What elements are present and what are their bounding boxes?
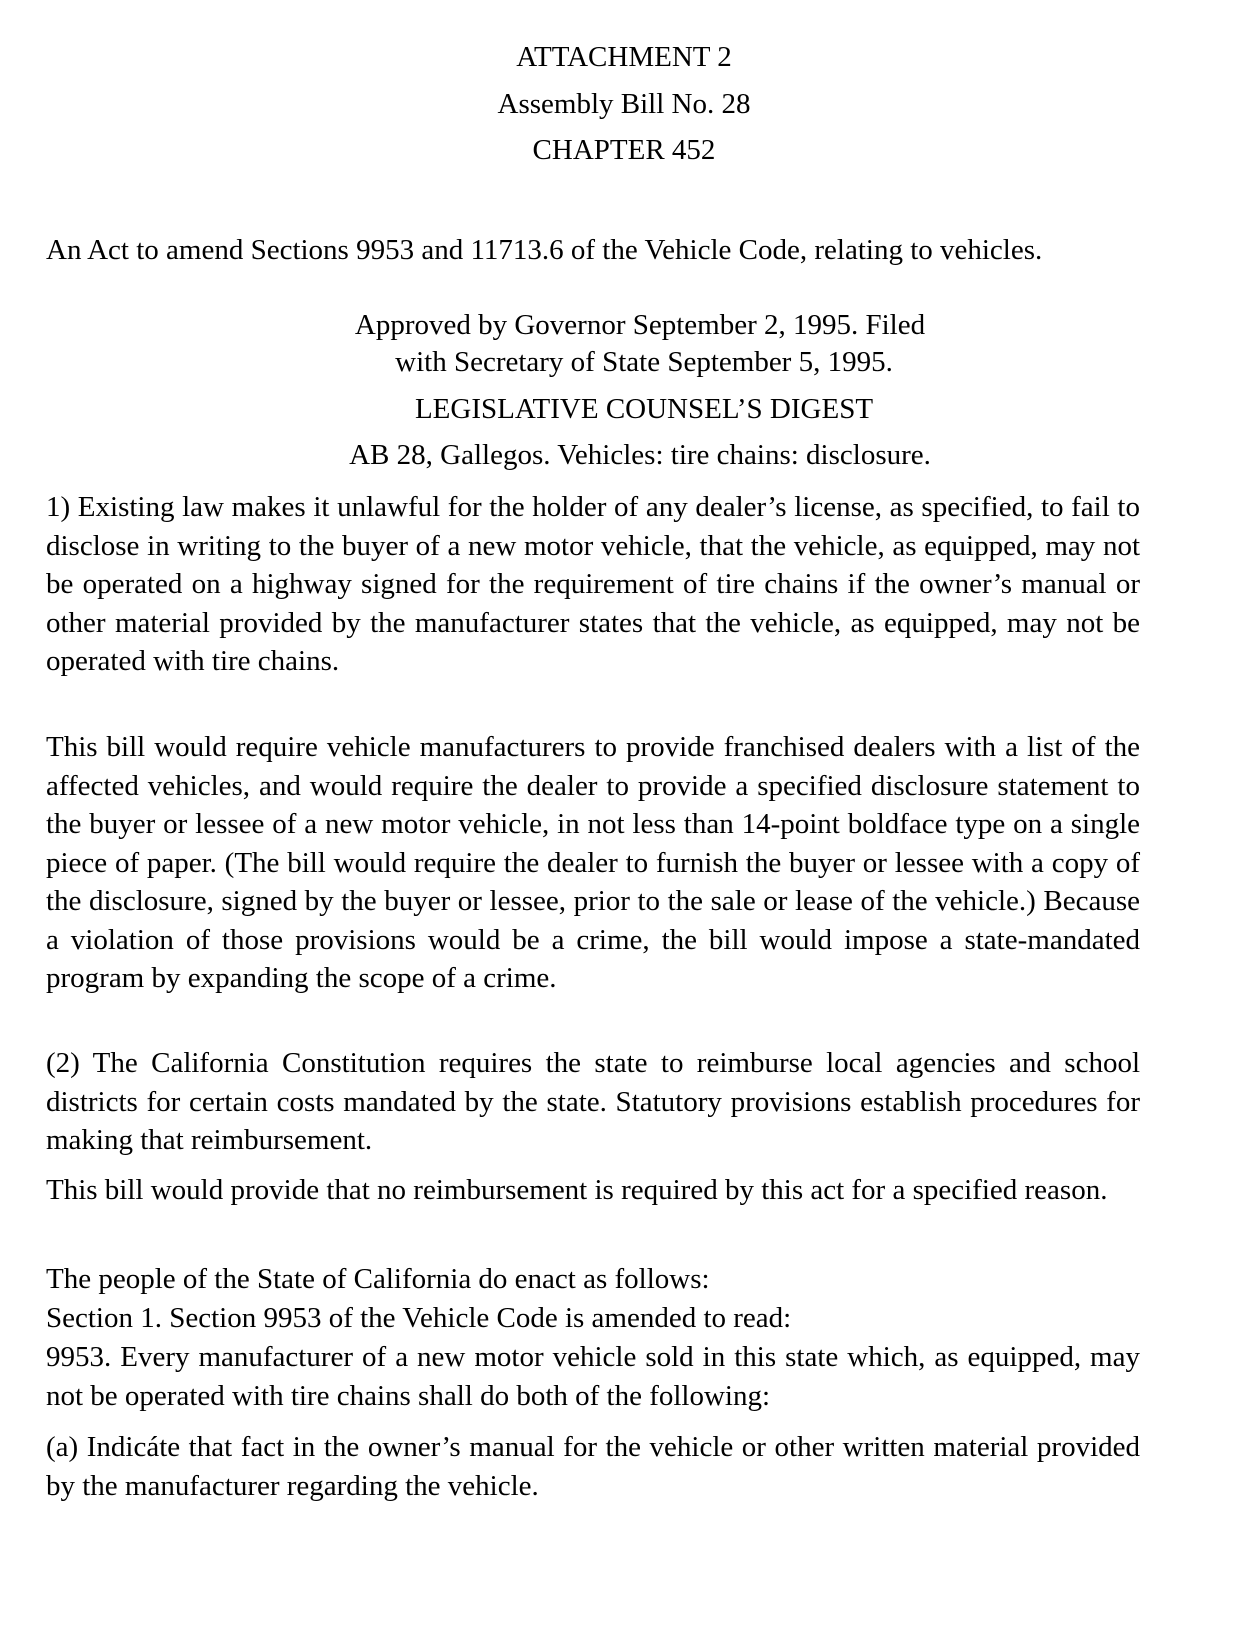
section-9953-text: 9953. Every manufacturer of a new motor vehicle sold in this state which, as equipped, may not be operated with tire chains shall do both of the following:: [46, 1341, 1140, 1412]
chapter-number: CHAPTER 452: [532, 134, 716, 166]
digest-paragraph-4: This bill would provide that no reimbursement is required by this act for a specified reason.: [46, 1174, 1108, 1206]
enacting-clause: The people of the State of California do enact as follows:: [46, 1263, 710, 1295]
digest-paragraph-1: 1) Existing law makes it unlawful for the holder of any dealer’s license, as specified, to fail to disclose in writing to the buyer of a new motor vehicle, that the vehicle, as equipped, may not be operated on a highway signed for the requirement of tire chains if the owner’s manual or other material provided by the manufacturer states that the vehicle, as equipped, may not be operated with tire chains.: [46, 491, 1140, 677]
approval-line-2: with Secretary of State September 5, 1995.: [395, 346, 893, 378]
digest-paragraph-2: This bill would require vehicle manufacturers to provide franchised dealers with a list of the affected vehicles, and would require the dealer to provide a specified disclosure statement to the buyer or lessee of a new motor vehicle, in not less than 14-point boldface type on a single piece of paper. (The bill would require the dealer to furnish the buyer or lessee with a copy of the disclosure, signed by the buyer or lessee, prior to the sale or lease of the vehicle.) Because a violation of those provisions would be a crime, the bill would impose a state-mandated program by expanding the scope of a crime.: [46, 731, 1140, 994]
approval-line-1: Approved by Governor September 2, 1995. Filed: [354, 309, 926, 341]
digest-paragraph-3: (2) The California Constitution requires the state to reimburse local agencies and school districts for certain costs mandated by the state. Statutory provisions establish procedures for making that reimbursement.: [46, 1047, 1140, 1156]
act-title: An Act to amend Sections 9953 and 11713.6 of the Vehicle Code, relating to vehicles.: [46, 234, 1043, 266]
digest-heading: LEGISLATIVE COUNSEL’S DIGEST: [414, 393, 874, 425]
section-1-heading: Section 1. Section 9953 of the Vehicle Code is amended to read:: [46, 1302, 792, 1334]
section-9953-item-a: (a) Indicáte that fact in the owner’s manual for the vehicle or other written material provided by the manufacturer regarding the vehicle.: [46, 1431, 1140, 1502]
digest-subheading: AB 28, Gallegos. Vehicles: tire chains: disclosure.: [349, 439, 931, 471]
bill-number: Assembly Bill No. 28: [497, 88, 751, 120]
attachment-heading: ATTACHMENT 2: [516, 41, 732, 73]
